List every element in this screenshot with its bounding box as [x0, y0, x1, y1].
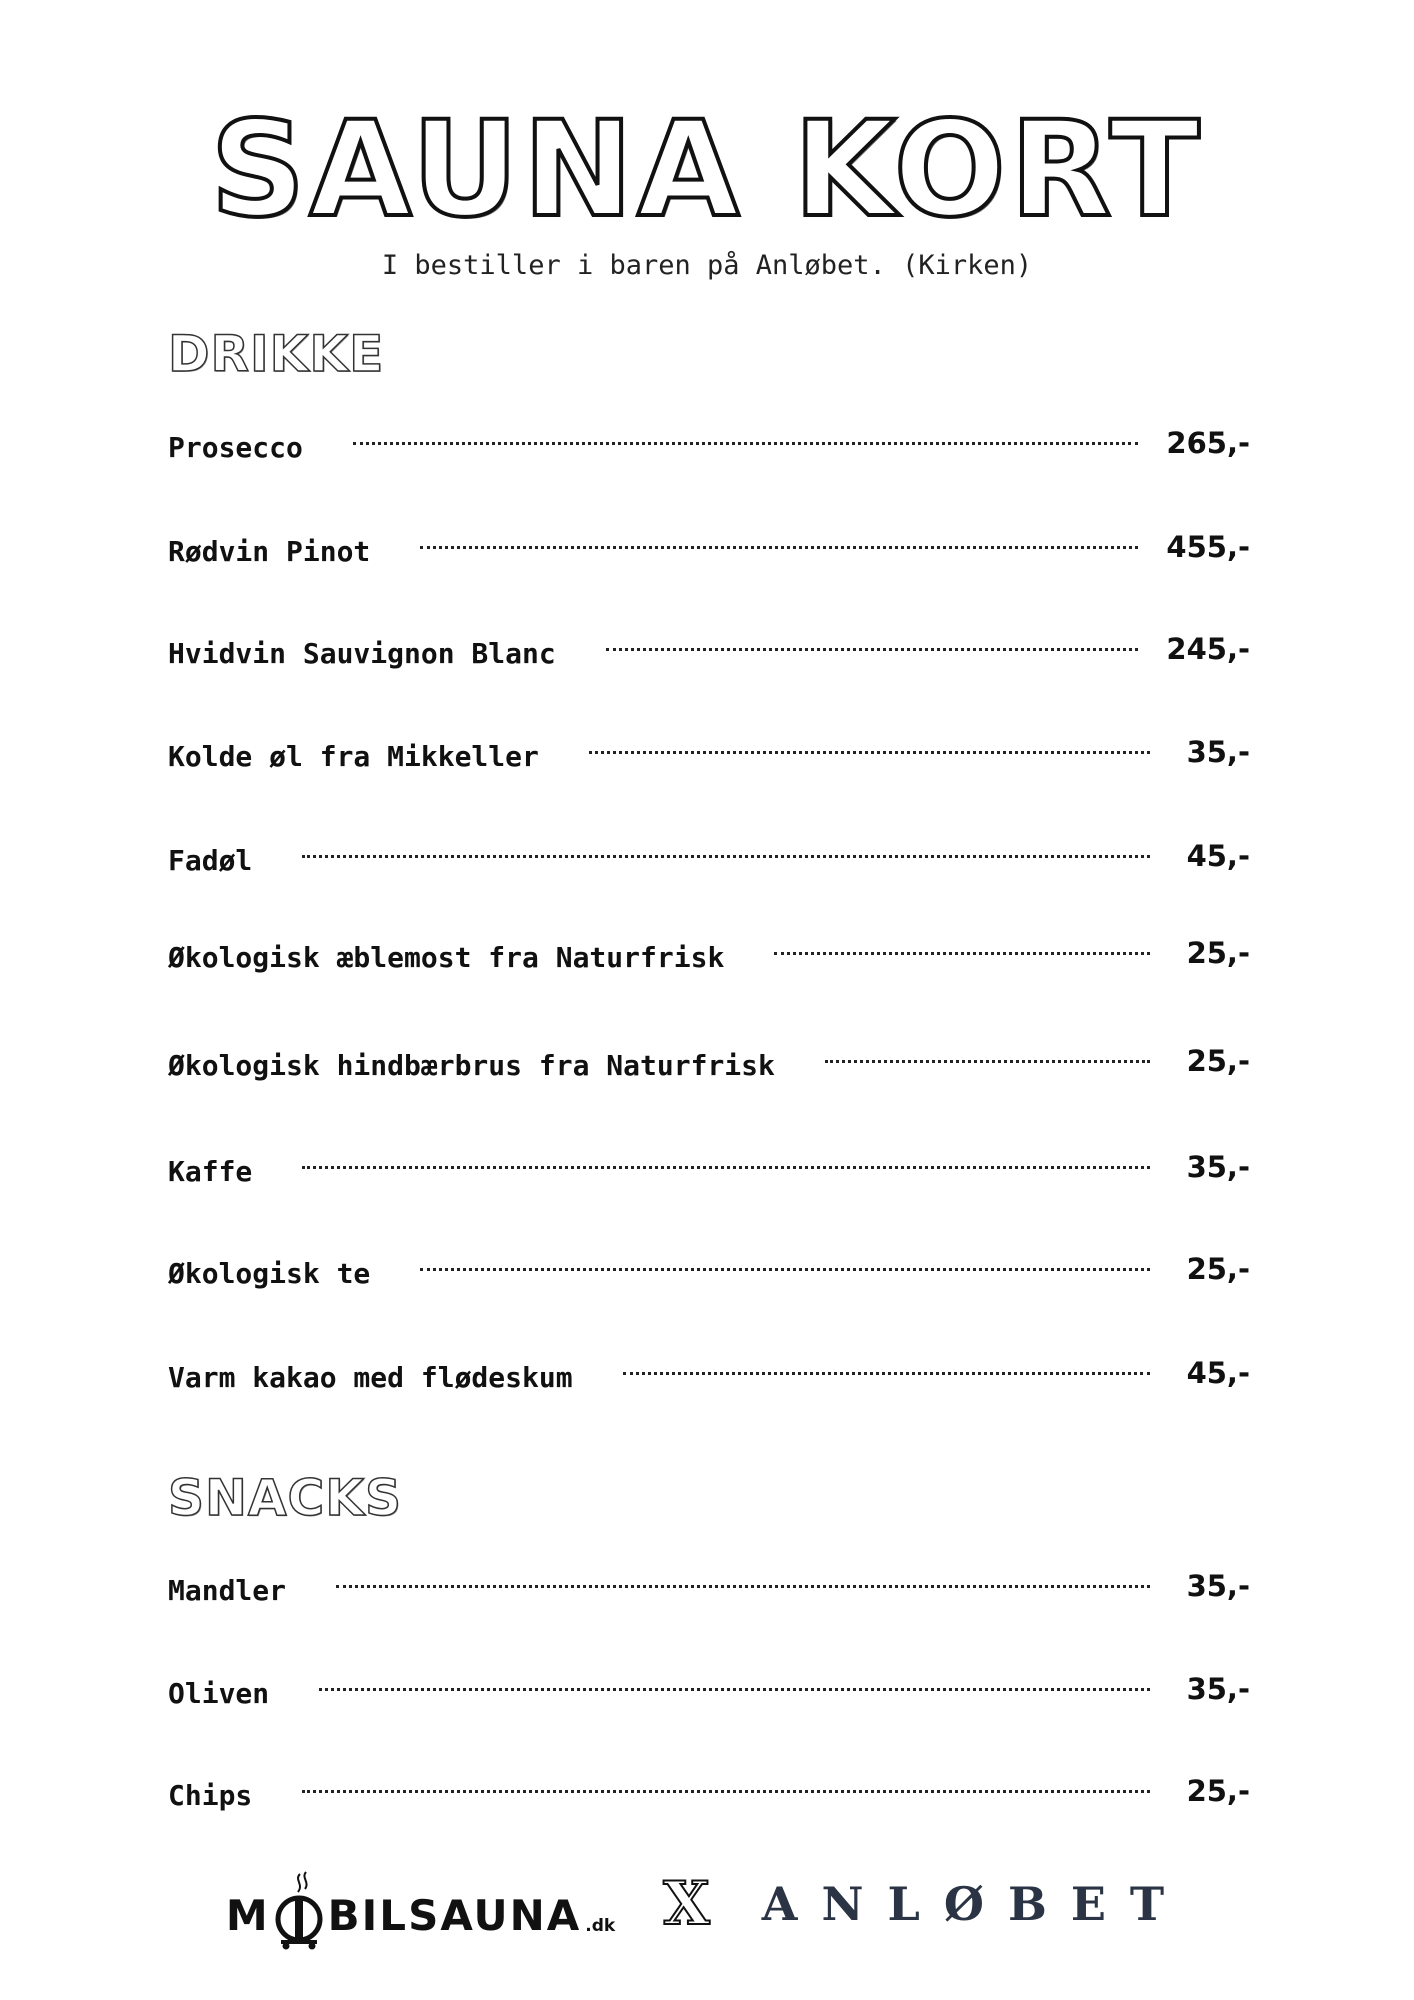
menu-item-name: Økologisk hindbærbrus fra Naturfrisk	[168, 1048, 775, 1082]
menu-item-name: Hvidvin Sauvignon Blanc	[168, 636, 556, 670]
collaboration-separator: X	[663, 1869, 710, 1939]
mobilsauna-logo-text-start: M	[225, 1891, 270, 1940]
menu-item	[168, 840, 1250, 880]
dot-leader	[319, 1688, 1150, 1691]
dot-leader	[825, 1060, 1150, 1063]
menu-item-price: 25,-	[1186, 936, 1250, 970]
menu-item	[168, 427, 1250, 467]
menu-item-price: 245,-	[1166, 632, 1250, 666]
menu-item-price: 25,-	[1186, 1774, 1250, 1808]
dot-leader	[589, 751, 1150, 754]
menu-item-name: Økologisk æblemost fra Naturfrisk	[168, 940, 725, 974]
mobilsauna-logo	[226, 1860, 615, 1940]
menu-item-name: Prosecco	[168, 430, 303, 464]
order-info-subtitle: I bestiller i baren på Anløbet. (Kirken)	[381, 250, 1033, 281]
menu-item-name: Kaffe	[168, 1154, 253, 1188]
sauna-stove-icon	[272, 1870, 326, 1950]
section-heading-drinks: DRIKKE	[168, 325, 385, 383]
menu-item	[168, 531, 1250, 571]
menu-item-name: Varm kakao med flødeskum	[168, 1360, 573, 1394]
menu-item	[168, 736, 1250, 776]
menu-item	[168, 1151, 1250, 1191]
menu-item	[168, 937, 1250, 977]
menu-item-price: 35,-	[1186, 735, 1250, 769]
menu-item-price: 455,-	[1166, 530, 1250, 564]
dot-leader	[302, 1790, 1150, 1793]
menu-item-name: Fadøl	[168, 843, 253, 877]
menu-item	[168, 1357, 1250, 1397]
mobilsauna-domain: .dk	[585, 1916, 616, 1936]
menu-item	[168, 1570, 1250, 1610]
menu-item-price: 35,-	[1186, 1569, 1250, 1603]
menu-item-name: Chips	[168, 1778, 253, 1812]
section-heading-snacks: SNACKS	[168, 1469, 403, 1527]
dot-leader	[336, 1585, 1150, 1588]
menu-item-price: 35,-	[1186, 1672, 1250, 1706]
menu-item-name: Oliven	[168, 1676, 270, 1710]
menu-item-price: 45,-	[1186, 1356, 1250, 1390]
menu-item-price: 265,-	[1166, 426, 1250, 460]
mobilsauna-logo-text-end: BILSAUNA	[327, 1891, 582, 1940]
menu-item-price: 45,-	[1186, 839, 1250, 873]
anlobet-logo: ANLØBET	[761, 1877, 1189, 1931]
dot-leader	[623, 1372, 1150, 1375]
footer-logos	[0, 1855, 1414, 1945]
dot-leader	[606, 648, 1139, 651]
menu-item	[168, 633, 1250, 673]
dot-leader	[353, 442, 1139, 445]
menu-item-price: 25,-	[1186, 1044, 1250, 1078]
menu-item	[168, 1253, 1250, 1293]
dot-leader	[302, 855, 1150, 858]
dot-leader	[420, 1268, 1150, 1271]
menu-item-name: Mandler	[168, 1573, 287, 1607]
menu-item-name: Rødvin Pinot	[168, 534, 371, 568]
page-title: SAUNA KORT	[210, 93, 1204, 247]
menu-item-price: 25,-	[1186, 1252, 1250, 1286]
menu-item	[168, 1775, 1250, 1815]
dot-leader	[774, 952, 1150, 955]
menu-item-price: 35,-	[1186, 1150, 1250, 1184]
dot-leader	[302, 1166, 1150, 1169]
menu-item-name: Kolde øl fra Mikkeller	[168, 739, 539, 773]
menu-item	[168, 1673, 1250, 1713]
menu-item-name: Økologisk te	[168, 1256, 371, 1290]
menu-item	[168, 1045, 1250, 1085]
dot-leader	[420, 546, 1138, 549]
